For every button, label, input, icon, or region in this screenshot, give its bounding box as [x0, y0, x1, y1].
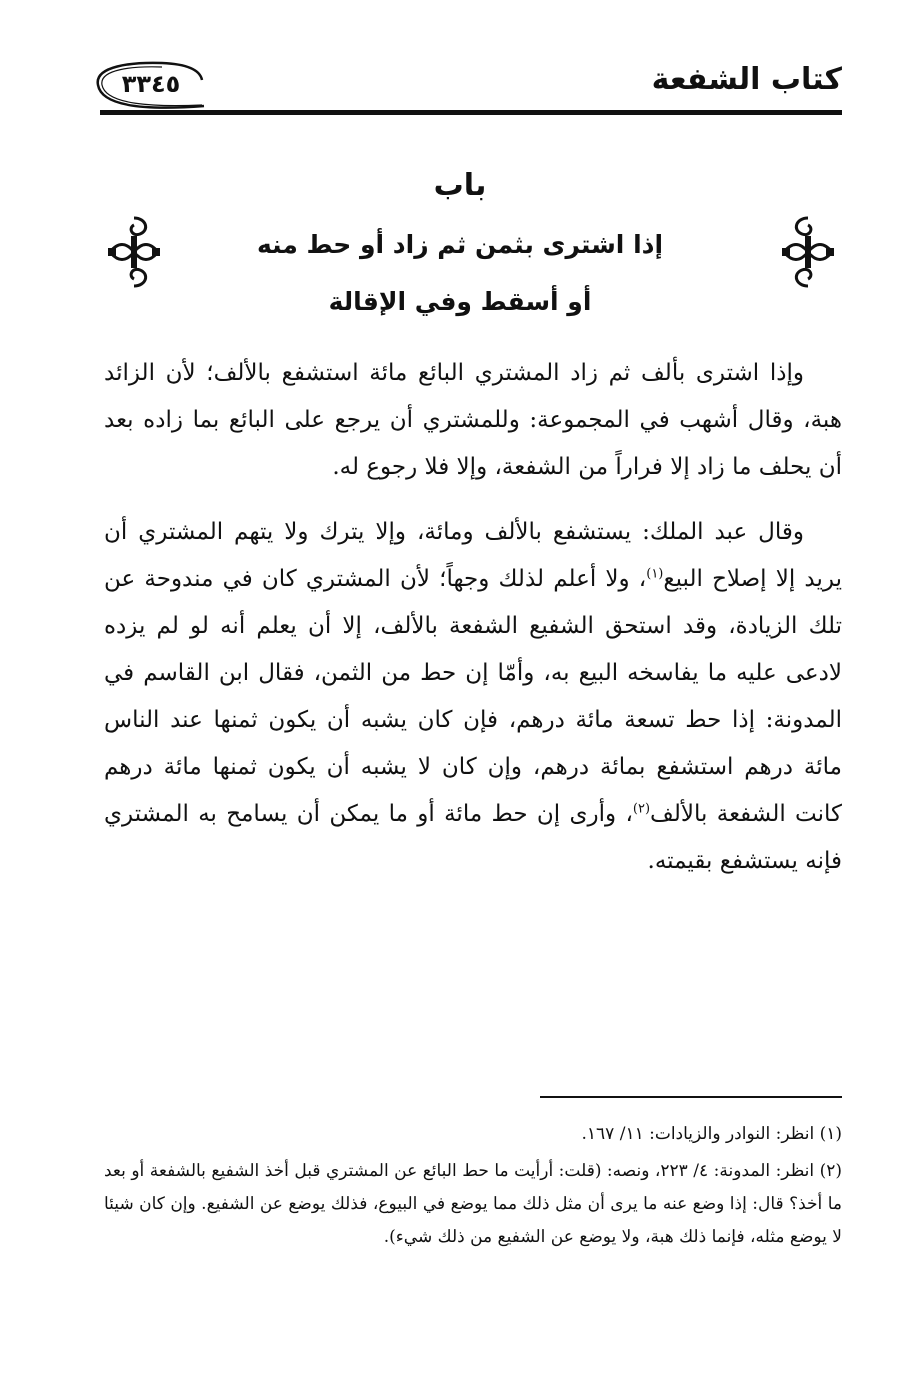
header-rule: [100, 110, 842, 115]
chapter-title-line-2: أو أسقط وفي الإقالة: [328, 287, 592, 316]
chapter-label: باب: [433, 168, 487, 203]
paragraph-2-part-2: ، ولا أعلم لذلك وجهاً؛ لأن المشتري كان في مندوحة عن تلك الزيادة، وقد استحق الشفيع الشفعة بالألف، إلا أن يعلم أنه لو لم يزده لادعى عليه ما يفاسخه البيع به، وأمّا إن حط من الثمن، فقال ابن القاسم في المدونة: إذا حط تسعة مائة درهم، فإن كان يشبه أن يكون ثمنها عند الناس مائة درهم استشفع بمائة درهم، وإن كان لا يشبه أن يكون ثمنها مائة درهم كانت الشفعة بالألف: [104, 566, 842, 827]
paragraph-2-part-3: ، وأرى إن حط مائة أو ما يمكن أن يسامح به المشتري فإنه يستشفع بقيمته.: [104, 801, 842, 874]
footnote-2: (٢) انظر: المدونة: ٤/ ٢٢٣، ونصه: (قلت: أرأيت ما حط البائع عن المشتري قبل أخذ الشفيع بالشفعة أو بعد ما أخذ؟ قال: إذا وضع عنه ما يرى أن مثل ذلك مما يوضع في البيوع، فذلك يوضع عن الشفيع. وإن كان شيئا لا يوضع مثله، فإنما ذلك هبة، ولا يوضع عن الشفيع من ذلك شيء).: [104, 1161, 842, 1247]
footnote-ref-1[interactable]: (١): [646, 566, 664, 582]
footnote-1: (١) انظر: النوادر والزيادات: ١١/ ١٦٧.: [581, 1124, 842, 1144]
paragraph-1: وإذا اشترى بألف ثم زاد المشتري البائع مائة استشفع بالألف؛ لأن الزائد هبة، وقال أشهب في المجموعة: وللمشتري أن يرجع على البائع بما زاده بعد أن يحلف ما زاد إلا فراراً من الشفعة، وإلا فلا رجوع له.: [104, 360, 842, 480]
footnote-ref-2[interactable]: (٢): [632, 801, 651, 817]
paragraph-2-part-1: وقال عبد الملك: يستشفع بالألف ومائة، وإلا يترك ولا يتهم المشتري أن يريد إلا إصلاح البيع: [104, 519, 842, 592]
page-number-frame: [92, 58, 210, 110]
footnote-separator: [540, 1096, 842, 1098]
running-head-title: كتاب الشفعة: [651, 62, 842, 97]
body-text: [104, 350, 842, 903]
page-number: ٣٣٤٥: [121, 70, 181, 98]
footnotes: [104, 1118, 842, 1258]
paragraph-2: [104, 509, 842, 885]
chapter-title-line-1: إذا اشترى بثمن ثم زاد أو حط منه: [256, 230, 664, 259]
